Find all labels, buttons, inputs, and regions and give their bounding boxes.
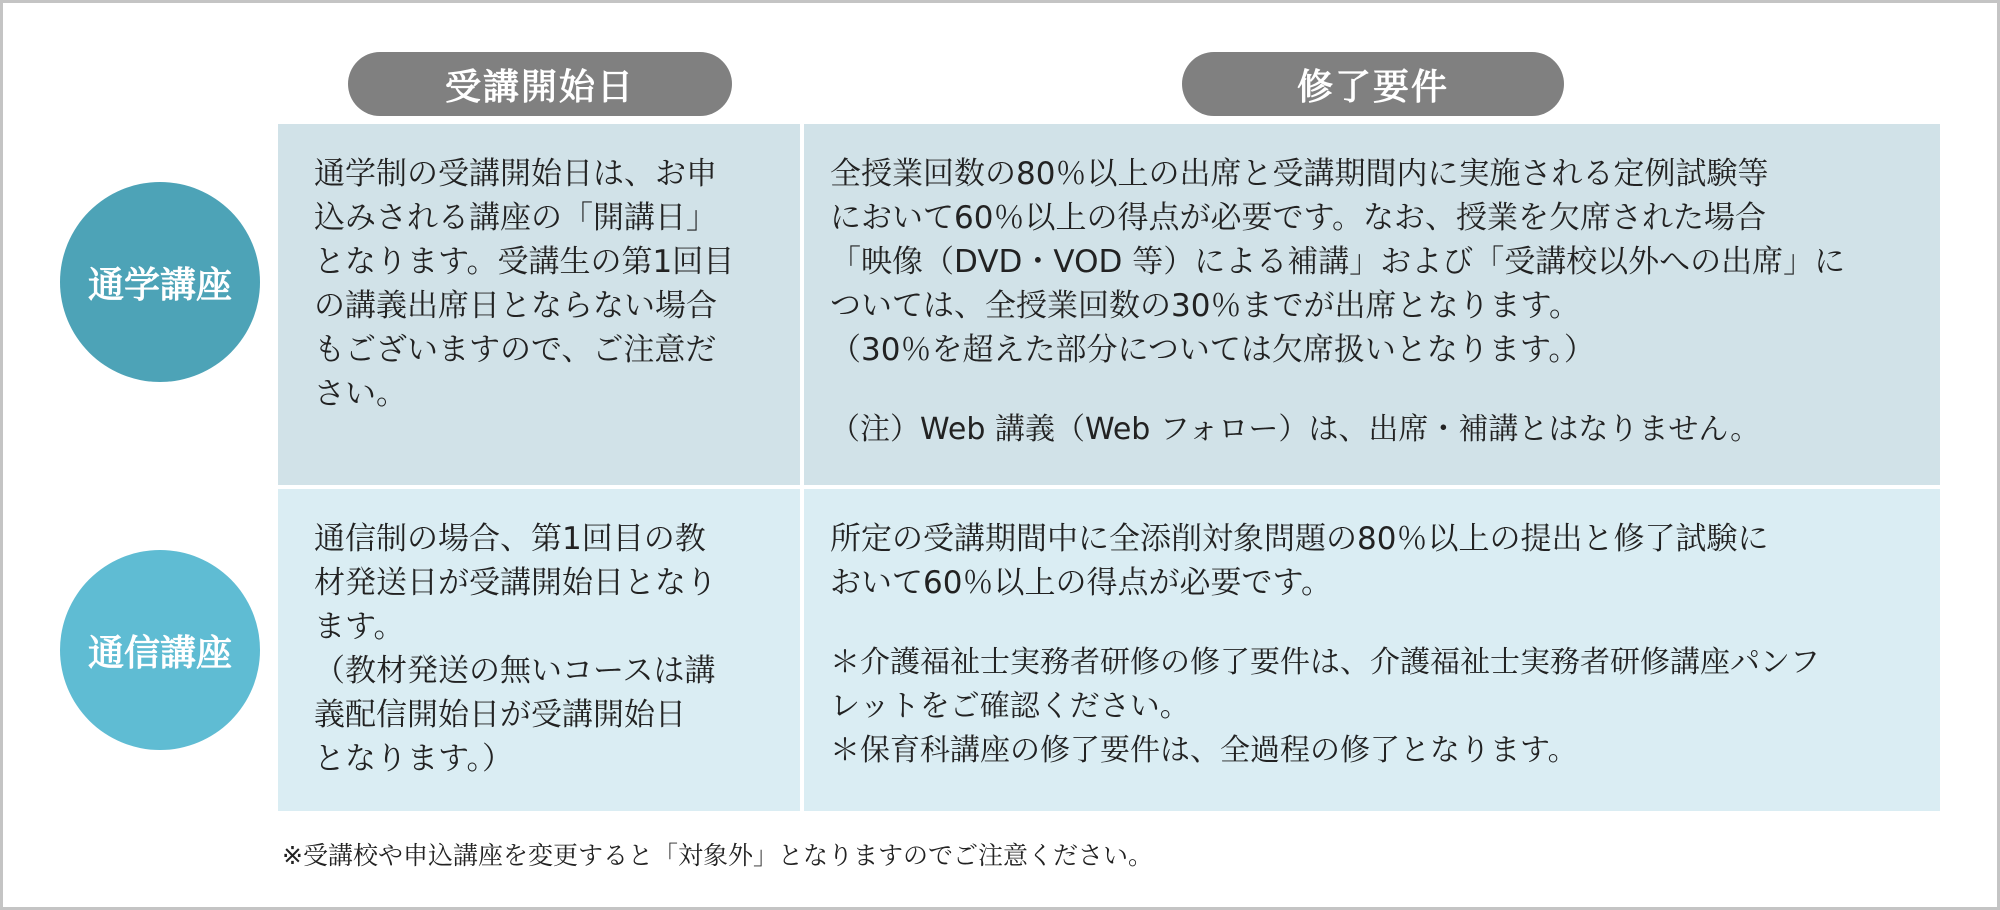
correspondence-start-date-cell <box>278 489 800 811</box>
classroom-requirements-note: （注）Web 講義（Web フォロー）は、出席・補講とはなりません。 <box>830 412 1761 447</box>
row-label-correspondence-course: 通信講座 <box>60 550 260 750</box>
correspondence-requirements-text: 所定の受講期間中に全添削対象問題の80％以上の提出と修了試験に おいて60％以上の得点が必要です。 <box>830 521 1769 601</box>
correspondence-requirements-cell <box>804 489 1940 811</box>
footnote: ※受講校や申込講座を変更すると「対象外」となりますのでご注意ください。 <box>282 841 1153 870</box>
row-label-classroom-course: 通学講座 <box>60 182 260 382</box>
header-completion-requirements: 修了要件 <box>1182 52 1564 116</box>
classroom-start-date-cell <box>278 124 800 485</box>
classroom-requirements-cell <box>804 124 1940 485</box>
header-start-date: 受講開始日 <box>348 52 732 116</box>
classroom-requirements-text: 全授業回数の80％以上の出席と受講期間内に実施される定例試験等 において60％以上の得点が必要です。なお、授業を欠席された場合 「映像（DVD・VOD 等）による補講」および「受講校以外への出席」に ついては、全授業回数の30％までが出席となります。 （30％を超えた部分については欠席扱いとなります。） <box>830 156 1846 368</box>
correspondence-start-date-text: 通信制の場合、第1回目の教 材発送日が受講開始日となり ます。 （教材発送の無いコースは講 義配信開始日が受講開始日 となります。） <box>314 521 717 777</box>
classroom-start-date-text: 通学制の受講開始日は、お申 込みされる講座の「開講日」 となります。受講生の第1回目 の講義出席日とならない場合 もございますので、ご注意だ さい。 <box>314 156 735 412</box>
correspondence-requirements-note: ＊介護福祉士実務者研修の修了要件は、介護福祉士実務者研修講座パンフ レットをご確認ください。 ＊保育科講座の修了要件は、全過程の修了となります。 <box>830 645 1820 768</box>
